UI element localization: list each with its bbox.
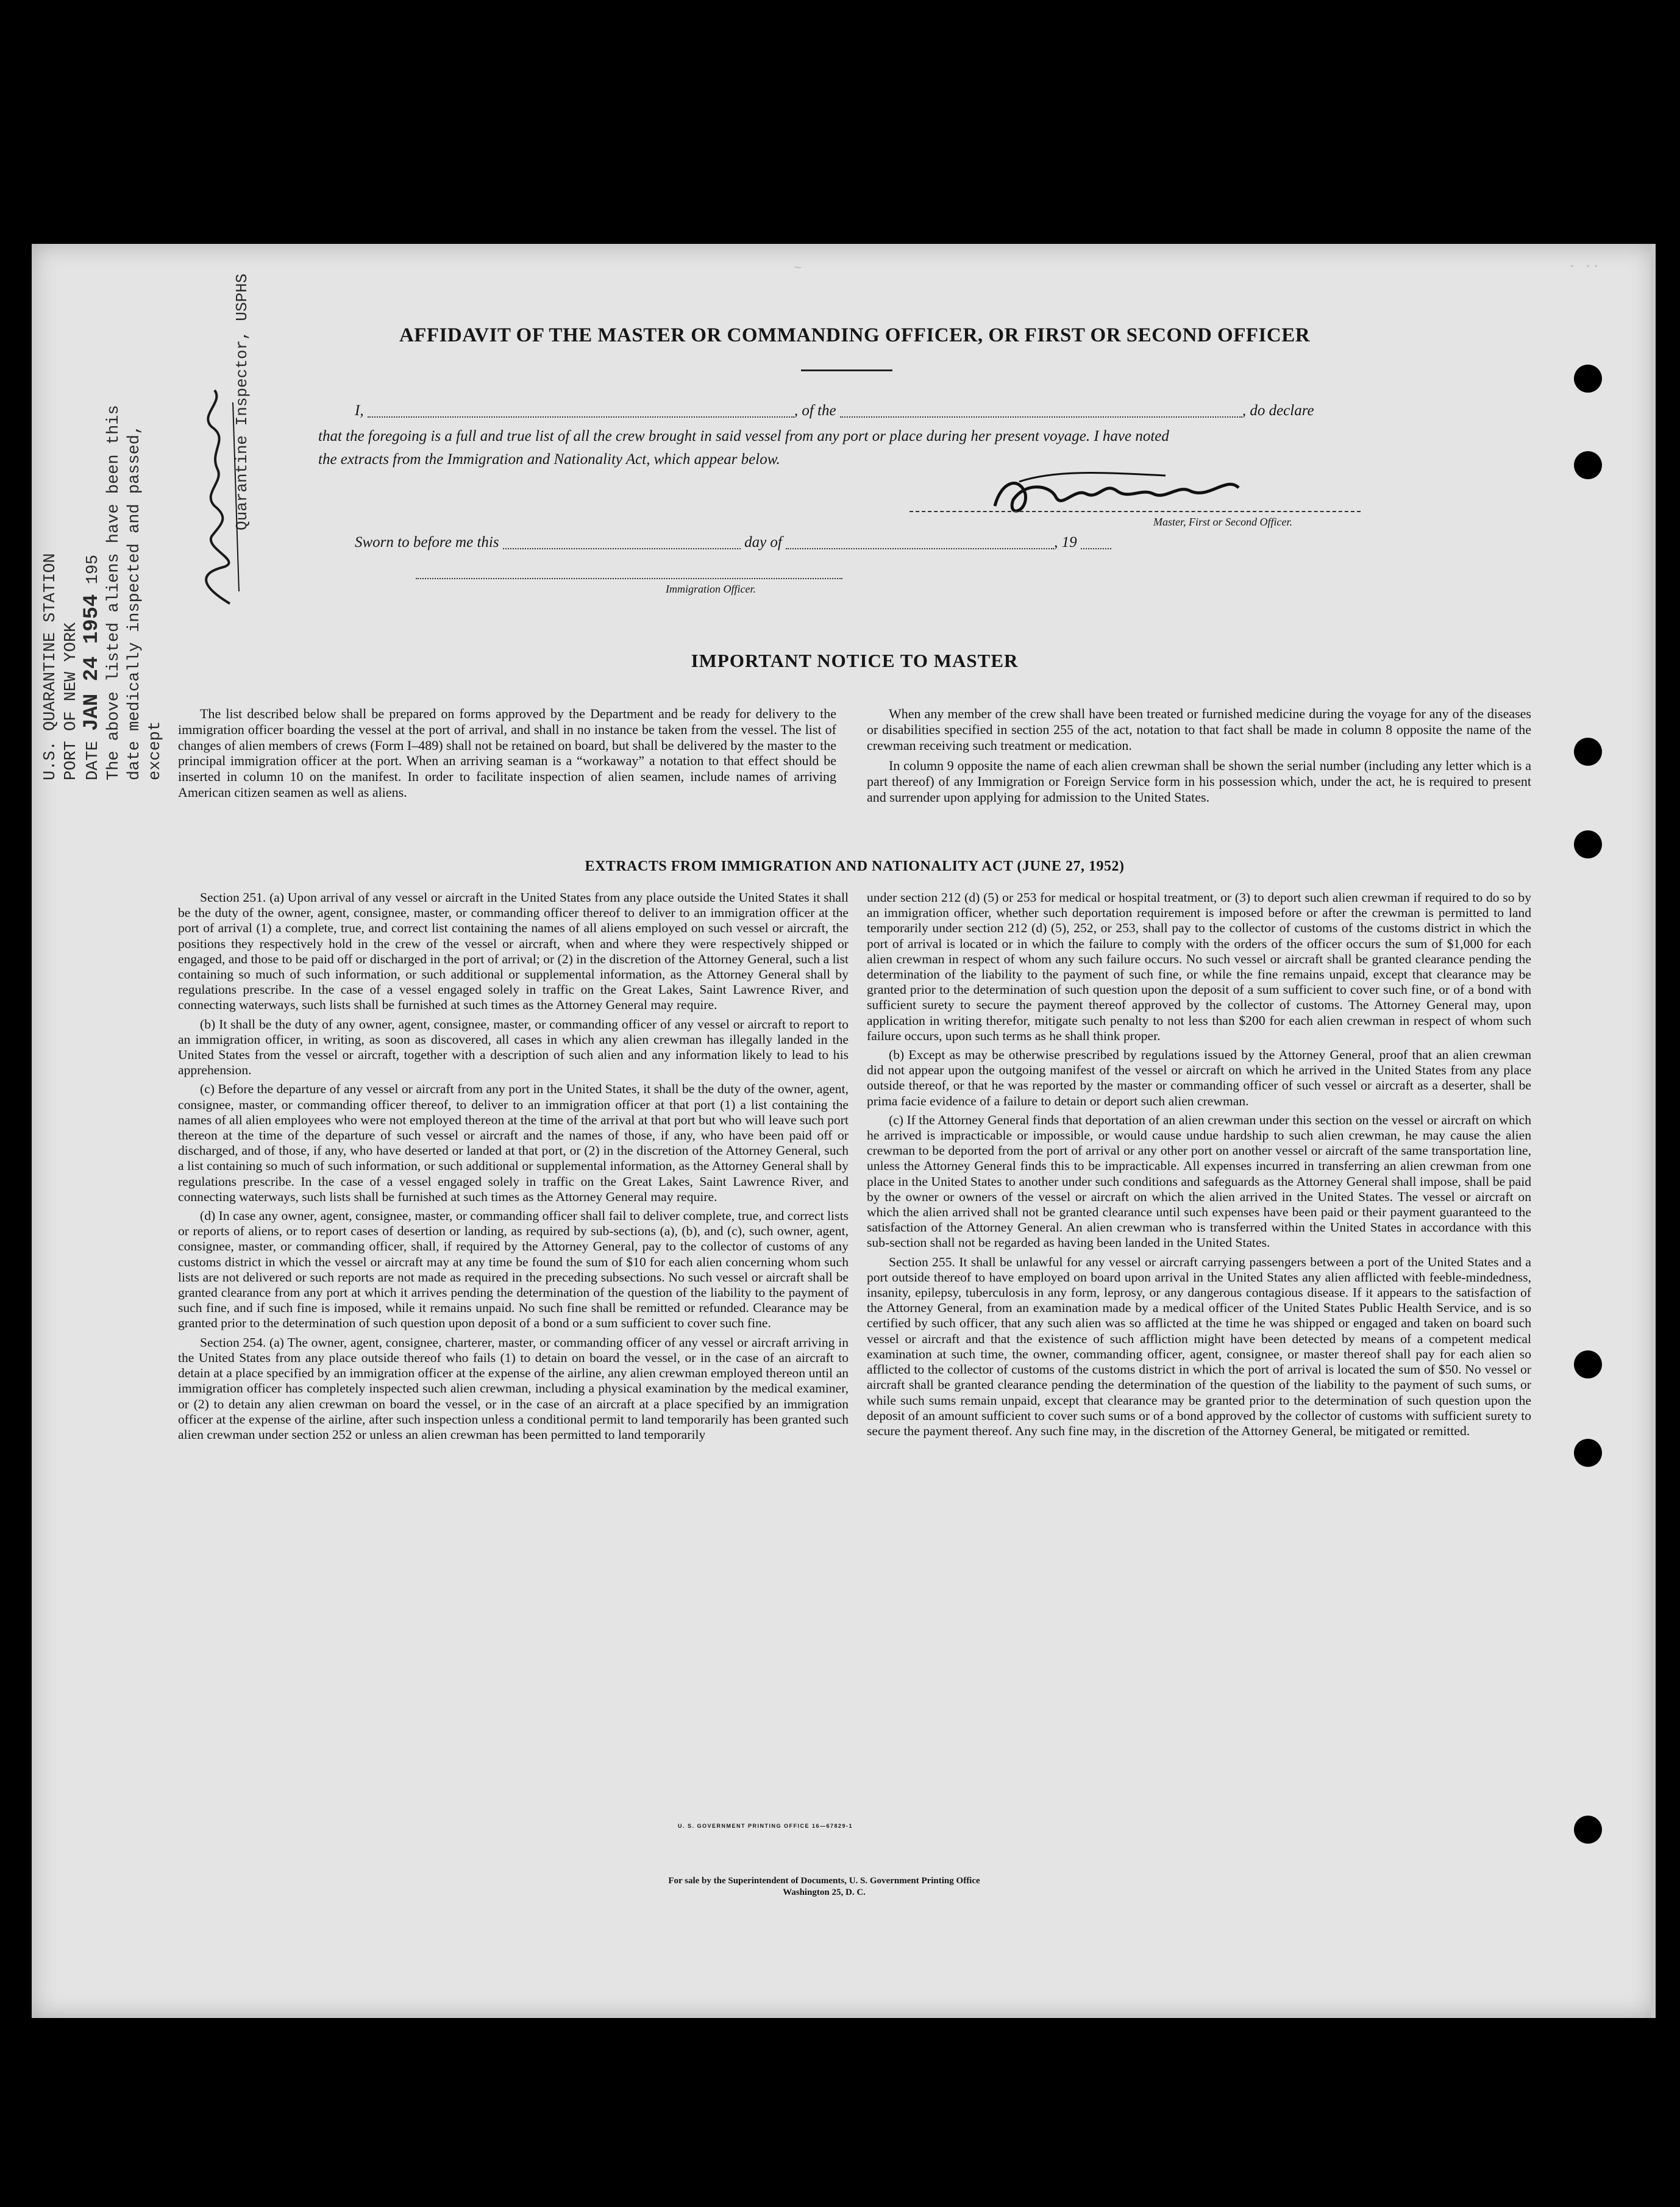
vessel-field[interactable] [840, 405, 1242, 418]
sworn-year-field[interactable] [1081, 537, 1111, 549]
year-label: , 19 [1054, 534, 1077, 551]
section-254-a: Section 254. (a) The owner, agent, consignee, charterer, master, or commanding officer of any vessel or aircraft arriving in the United States from any place outside thereof who fails (1) to detain on board the vessel, or in the case of an aircraft to detain at a place specified by an immigration officer at the expense of the airline, any alien crewman employed thereon until an immigration officer has completely inspected such alien crewman, including a physical examination by the medical examiner, or (2) to detain any alien crewman on board the vessel, or in the case of an aircraft at a place specified by an immigration officer at the expense of the airline, after such inspection unless a conditional permit to land temporarily has been granted such alien crewman under section 252 or unless an alien crewman has been permitted to land temporarily [178, 1335, 849, 1442]
officer-signature-line [416, 578, 842, 579]
section-254-c: (c) If the Attorney General finds that deportation of an alien crewman under this section on the vessel or aircraft on which he arrived is impracticable or impossible, or would cause undue hardship to such alien crewman, he may cause the alien crewman to be deported from the port of arrival or any other port on another vessel or aircraft of the same transportation line, unless the Attorney General finds this to be impracticable. All expenses incurred in transferring an alien crewman from one place in the United States to another under such conditions and safeguards as the Attorney General shall impose, shall be paid by the owner or owners of the vessel or aircraft on which the alien arrived in the United States. The vessel or aircraft on which the alien arrived shall not be granted clearance until such expenses have been paid or their payment guaranteed to the satisfaction of the Attorney General. An alien crewman who is transferred within the United States in accordance with this sub-section shall not be regarded as having been landed in the United States. [867, 1112, 1531, 1250]
extracts-right-column [867, 890, 1531, 1439]
for-sale-line-2: Washington 25, D. C. [783, 1888, 866, 1897]
document-sheet [32, 244, 1656, 2018]
declaration-line [355, 402, 1314, 419]
for-sale-line-1: For sale by the Superintendent of Documents, U. S. Government Printing Office [668, 1876, 980, 1886]
master-label: Master, First or Second Officer. [1153, 516, 1292, 528]
bleed-mark: . .. [1568, 256, 1600, 271]
stamp-line-3: except [146, 721, 165, 780]
statement-line-2: the extracts from the Immigration and Nationality Act, which appear below. [318, 451, 780, 468]
binder-hole [1574, 830, 1602, 858]
binder-hole [1574, 1350, 1602, 1378]
notice-paragraph: In column 9 opposite the name of each alien crewman shall be shown the serial number (including any letter which is a part thereof) of any Immigration or Foreign Service form in his possession which, under the act, he is required to present and surrender upon applying for admission to the United States. [867, 758, 1531, 805]
gpo-imprint: U. S. GOVERNMENT PRINTING OFFICE 16—67829-1 [678, 1823, 853, 1829]
stamp-date-label: DATE [84, 741, 102, 780]
binder-hole [1574, 1816, 1602, 1844]
stamp-station: U.S. QUARANTINE STATION [41, 553, 60, 780]
section-251-a: Section 251. (a) Upon arrival of any vessel or aircraft in the United States from any place outside the United States it shall be the duty of the owner, agent, consignee, master, or commanding officer thereof to deliver to an immigration officer at the port of arrival (1) a complete, true, and correct list containing the names of all aliens employed on such vessel or aircraft, the positions they respectively hold in the crew of the vessel or aircraft, when and where they were respectively shipped or engaged, and those to be paid off or discharged in the port of arrival; or (2) in the discretion of the Attorney General, such a list containing so much of such information, or such additional or supplemental information, as the Attorney General shall by regulations prescribe. In the case of a vessel engaged solely in traffic on the Great Lakes, Saint Lawrence River, and connecting waterways, such lists shall be furnished at such times as the Attorney General may require. [178, 890, 849, 1013]
stamp-date: JAN 24 1954 [80, 594, 104, 731]
notice-right-column [867, 706, 1531, 805]
sworn-month-field[interactable] [786, 537, 1054, 549]
name-field[interactable] [368, 405, 794, 418]
inspector-signature [187, 384, 248, 610]
extracts-left-column [178, 890, 849, 1442]
statement-line-1: that the foregoing is a full and true list of all the crew brought in said vessel from any port or place during her present voyage. I have noted [318, 428, 1169, 444]
binder-hole [1574, 451, 1602, 479]
section-255: Section 255. It shall be unlawful for any vessel or aircraft carrying passengers between a port of the United States and a port outside thereof to have employed on board upon arrival in the United States any alien afflicted with feeble-mindedness, insanity, epilepsy, tuberculosis in any form, leprosy, or any dangerous contagious disease. If it appears to the satisfaction of the Attorney General, from an examination made by a medical officer of the United States Public Health Service, and is so certified by such officer, that any such alien was so afflicted at the time he was shipped or engaged and taken on board such vessel or aircraft and that the existence of such affliction might have been detected by means of a competent medical examination at such time, the owner, commanding officer, agent, consignee, or master thereof shall pay for each alien so afflicted to the collector of customs of the customs district in which the port of arrival is located the sum of $50. No vessel or aircraft shall be granted clearance pending the determination of the question of the liability to the payment of such sums, or while such sums remain unpaid, except that clearance may be granted prior to the determination of such question upon the deposit of an amount sufficient to cover such sums or of a bond approved by the collector of customs with sufficient surety to secure the payment thereof. Any such fine may, in the discretion of the Attorney General, be mitigated or remitted. [867, 1254, 1531, 1438]
stamp-line-2: date medically inspected and passed, [126, 424, 144, 780]
sworn-label: Sworn to before me this [355, 534, 499, 551]
stamp-line-1: The above listed aliens have been this [105, 405, 123, 780]
title-divider [801, 369, 892, 371]
master-signature-line [909, 511, 1361, 512]
bleed-mark: ~ [794, 261, 802, 276]
binder-hole [1574, 738, 1602, 766]
section-254-a-continued: under section 212 (d) (5) or 253 for medical or hospital treatment, or (3) to deport such alien crewman if required to do so by an immigration officer, whether such deportation requirement is imposed before or after the crewman is permitted to land temporarily under section 212 (d) (5), 252, or 253, shall pay to the collector of customs of the customs district in which the port of arrival is located or in which the failure to comply with the orders of the officer occurs the sum of $1,000 for each alien crewman in respect of whom any such failure occurs. No such vessel or aircraft shall be granted clearance pending the determination of the liability to the payment of such fine, or while the fine remains unpaid, except that clearance may be granted prior to the determination of such question upon the deposit of a sum sufficient to cover such fine, or of a bond with sufficient surety to secure the payment thereof approved by the collector of customs. The Attorney General may, upon application in writing therefor, mitigate such penalty to not less than $200 for each alien crewman in respect of whom such failure occurs, upon such terms as he shall think proper. [867, 890, 1531, 1043]
sworn-line [355, 534, 1111, 551]
section-254-b: (b) Except as may be otherwise prescribed by regulations issued by the Attorney General, proof that an alien crewman did not appear upon the outgoing manifest of the vessel or aircraft on which he arrived in the United States from any place outside thereof, or that he was reported by the master or commanding officer of such vessel or aircraft as a deserter, shall be prima facie evidence of a failure to detain or deport such alien crewman. [867, 1047, 1531, 1108]
stamp-officer-title: Quarantine Inspector, USPHS [233, 273, 251, 530]
affidavit-title: AFFIDAVIT OF THE MASTER OR COMMANDING OFFICER, OR FIRST OR SECOND OFFICER [399, 324, 1311, 346]
section-251-b: (b) It shall be the duty of any owner, agent, consignee, master, or commanding officer of any vessel or aircraft to report to an immigration officer, in writing, as soon as discovered, all cases in which any alien crewman has illegally landed in the United States from the vessel or aircraft, together with a description of such alien and any information likely to lead to his apprehension. [178, 1016, 849, 1078]
declare-label: , do declare [1242, 402, 1314, 419]
sworn-day-field[interactable] [503, 537, 741, 549]
day-of-label: day of [744, 534, 782, 551]
notice-left-column [178, 706, 836, 800]
notice-paragraph: The list described below shall be prepared on forms approved by the Department and be ready for delivery to the immigration officer boarding the vessel at the port of arrival, and shall in no instance be taken from the vessel. The list of changes of alien members of crews (Form I–489) shall not be retained on board, but shall be delivered by the master to the principal immigration officer at the port. When an arriving seaman is a “workaway” a notation to that effect should be inserted in column 10 on the manifest. In order to facilitate inspection of alien seamen, include names of arriving American citizen seamen as well as aliens. [178, 706, 836, 800]
notice-paragraph: When any member of the crew shall have been treated or furnished medicine during the voyage for any of the diseases or disabilities specified in section 255 of the act, notation to that fact shall be made in column 8 opposite the name of the crewman receiving such treatment or medication. [867, 706, 1531, 753]
binder-hole [1574, 365, 1602, 393]
extracts-heading: EXTRACTS FROM IMMIGRATION AND NATIONALITY ACT (JUNE 27, 1952) [585, 858, 1125, 874]
notice-heading: IMPORTANT NOTICE TO MASTER [691, 650, 1019, 671]
stamp-year-suffix: 195 [84, 554, 102, 585]
for-sale-notice [519, 1875, 1129, 1899]
binder-hole [1574, 1439, 1602, 1467]
officer-label: Immigration Officer. [666, 583, 756, 595]
stamp-port: PORT OF NEW YORK [62, 622, 80, 780]
section-251-c: (c) Before the departure of any vessel or aircraft from any port in the United States, it shall be the duty of the owner, agent, consignee, master, or commanding officer thereof, to deliver to an immigration officer at that port (1) a list containing the names of all alien employees who were not employed thereon at the time of the arrival at that port but who will leave such port thereon at the time of the departure of such vessel or aircraft and the names of those, if any, who have been paid off or discharged, and of those, if any, who have deserted or landed at that port, or (2) in the discretion of the Attorney General, such a list containing so much of such information, or such additional or supplemental information, as the Attorney General shall by regulations prescribe. In the case of a vessel engaged solely in traffic on the Great Lakes, Saint Lawrence River, and connecting waterways, such lists shall be furnished at such times as the Attorney General may require. [178, 1082, 849, 1204]
quarantine-stamp [40, 329, 166, 780]
section-251-d: (d) In case any owner, agent, consignee, master, or commanding officer shall fail to deliver complete, true, and correct lists or reports of aliens, or to report cases of desertion or landing, as required by sub-sections (a), (b), and (c), such owner, agent, consignee, master, or commanding officer, shall, if required by the Attorney General, pay to the collector of customs of any customs district in which the vessel or aircraft may at any time be found the sum of $10 for each alien concerning whom such lists are not delivered or such reports are not made as required in the preceding subsections. No such vessel or aircraft shall be granted clearance from any port at which it arrives pending the determination of the question of the liability to the payment of such fine, and if such fine is imposed, while it remains unpaid. No such fine shall be remitted or refunded. Clearance may be granted prior to the determination of such question upon deposit of a bond or a sum sufficient to cover such fine. [178, 1208, 849, 1331]
i-label: I, [355, 402, 364, 419]
sheet-edge [1651, 244, 1656, 2018]
of-the-label: , of the [794, 402, 836, 419]
